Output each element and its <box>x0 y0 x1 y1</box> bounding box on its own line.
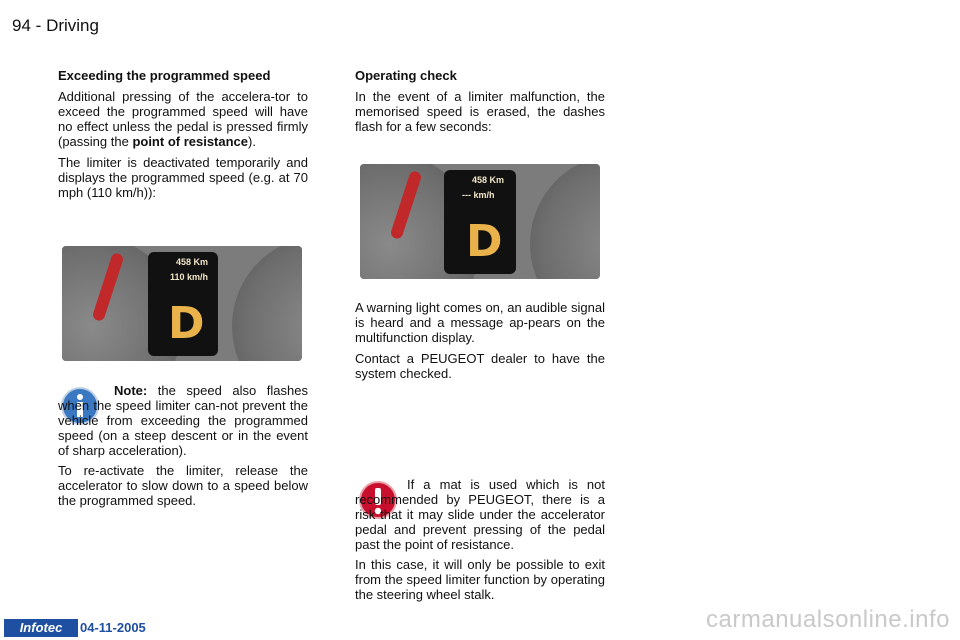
footer-date: 04-11-2005 <box>80 620 146 635</box>
page-header: 94 - Driving <box>12 16 99 35</box>
dashboard-image-malfunction <box>360 164 600 279</box>
paragraph-contact-dealer: Contact a PEUGEOT dealer to have the system checked. <box>355 351 605 381</box>
limiter-speed-dashes: --- km/h <box>462 190 495 200</box>
gear-indicator-2: D <box>466 216 503 267</box>
paragraph-warning-light: A warning light comes on, an audible signal is heard and a message ap-pears on the multifunction display. <box>355 300 605 345</box>
gear-indicator: D <box>168 298 205 349</box>
warning-paragraph: If a mat is used which is not recommended by PEUGEOT, there is a risk that it may slide under the accelerator pedal and prevent pressing of the pedal past the point of resistance. <box>355 477 605 552</box>
paragraph-reactivate: To re-activate the limiter, release the accelerator to slow down to a speed below the programmed speed. <box>58 463 308 508</box>
right-column-top <box>355 68 605 140</box>
cluster-display <box>148 252 218 356</box>
heading-exceeding: Exceeding the programmed speed <box>58 68 271 83</box>
note-label: Note: <box>114 383 148 398</box>
note-paragraph: Note: the speed also flashes when the speed limiter can-not prevent the vehicle from exceeding the programmed speed (on a steep descent or in the event of sharp acceleration). <box>58 383 308 458</box>
section-title: Driving <box>46 16 99 35</box>
odometer-reading: 458 Km <box>176 257 209 267</box>
page-number: 94 <box>12 16 31 35</box>
right-column-middle <box>355 300 605 387</box>
cluster-display-2 <box>444 170 516 274</box>
infotec-logo: Infotec <box>4 619 78 637</box>
paragraph-exit-limiter: In this case, it will only be possible to exit from the speed limiter function by operating the steering wheel stalk. <box>355 557 605 602</box>
paragraph-malfunction: In the event of a limiter malfunction, the memorised speed is erased, the dashes flash for a few seconds: <box>355 89 605 134</box>
watermark: carmanualsonline.info <box>706 606 950 633</box>
odometer-reading-2: 458 Km <box>472 175 505 185</box>
paragraph-deactivated: The limiter is deactivated temporarily and displays the programmed speed (e.g. at 70 mph (110 km/h)): <box>58 155 308 200</box>
dashboard-image-limiter <box>62 246 302 361</box>
limiter-speed: 110 km/h <box>170 272 209 282</box>
heading-operating-check: Operating check <box>355 68 457 83</box>
paragraph-accelerator: Additional pressing of the accelera-tor to exceed the programmed speed will have no effect unless the pedal is pressed firmly (passing the point of resistance). <box>58 89 308 149</box>
left-column-top <box>58 68 308 206</box>
